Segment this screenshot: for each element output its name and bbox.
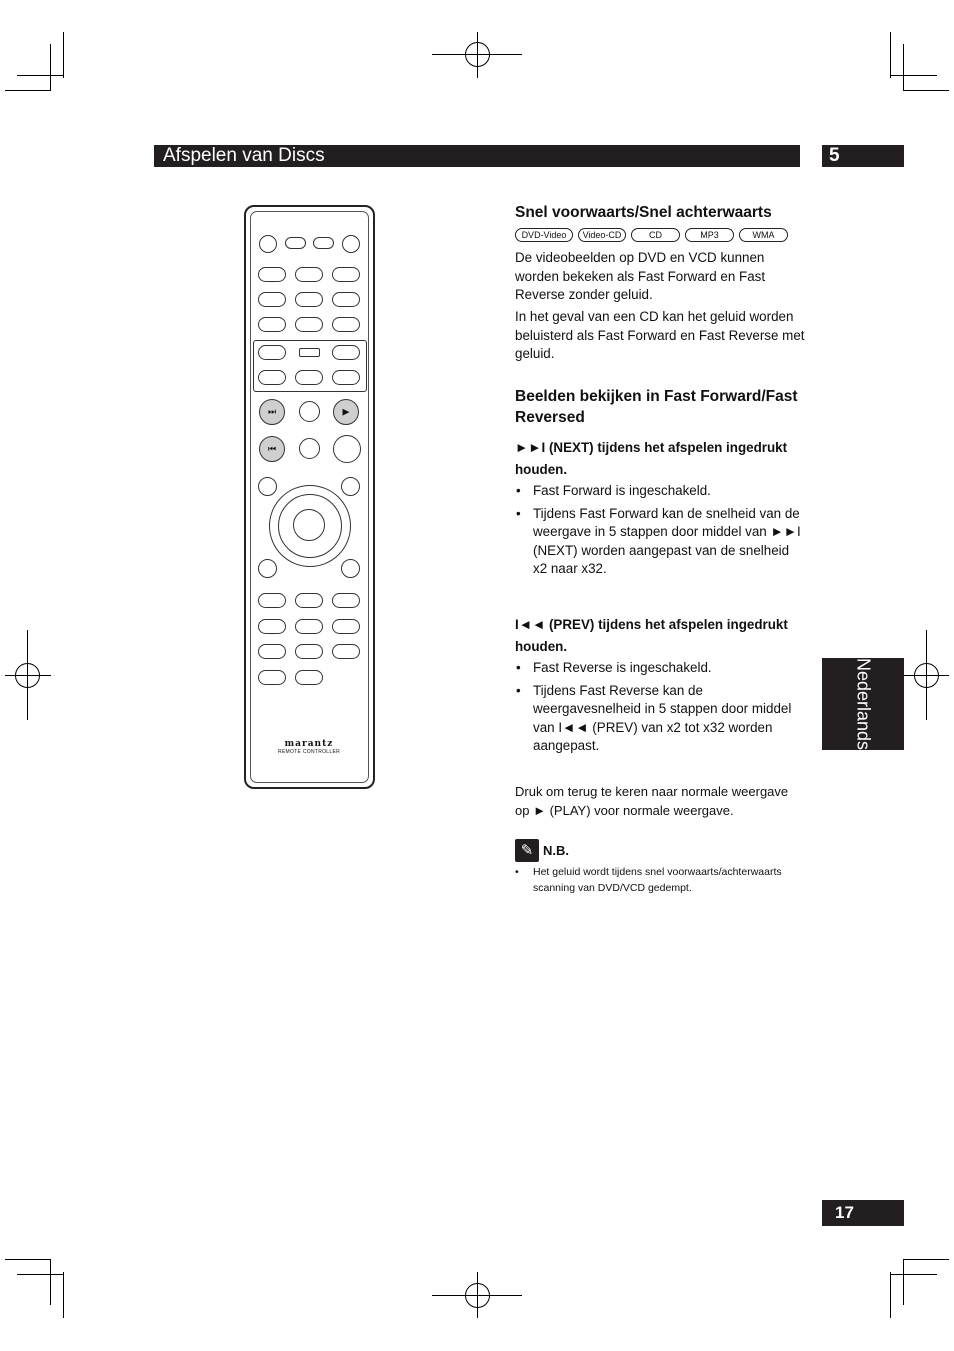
- language-tab-label: Nederlands: [853, 657, 874, 751]
- section-heading: Snel voorwaarts/Snel achterwaarts: [515, 204, 772, 221]
- next-glyph: ►►I: [515, 440, 546, 455]
- return-text: (PLAY) voor normale weergave.: [549, 802, 734, 818]
- remote-button: [295, 593, 323, 608]
- remote-button: [259, 235, 277, 253]
- play-icon: ▶: [342, 406, 350, 417]
- remote-button: [299, 438, 320, 459]
- disc-tag: DVD-Video: [515, 228, 573, 242]
- disc-tag: CD: [631, 228, 680, 242]
- return-paragraph: [515, 783, 805, 820]
- remote-button: [295, 670, 323, 685]
- remote-button: [258, 292, 286, 307]
- remote-button: [258, 670, 286, 685]
- dpad-enter: [293, 509, 325, 541]
- remote-button: [258, 345, 286, 360]
- play-button-highlight: [333, 399, 359, 425]
- bullet-text: (PREV) van x2 tot x32 worden aangepast.: [533, 719, 773, 753]
- intro-paragraph-2: In het geval van een CD kan het geluid worden beluisterd als Fast Forward en Fast Reverse met geluid.: [515, 309, 805, 361]
- bullet-dot: •: [515, 866, 519, 878]
- brand-logo: marantz: [284, 739, 334, 749]
- step-prev-bullets: [515, 659, 805, 760]
- remote-button: [332, 370, 360, 385]
- remote-button: [258, 317, 286, 332]
- section-header: [154, 145, 800, 167]
- return-text: Druk om terug te keren naar normale weergave op: [515, 784, 789, 818]
- remote-button: [285, 237, 306, 249]
- subsection-heading: Beelden bekijken in Fast Forward/Fast Reversed: [515, 388, 798, 426]
- remote-button: [332, 593, 360, 608]
- remote-button: [295, 370, 323, 385]
- disc-tag: Video-CD: [578, 228, 626, 242]
- remote-button: [299, 401, 320, 422]
- remote-button: [332, 345, 360, 360]
- step-prev-text: (PREV) tijdens het afspelen ingedrukt houden.: [515, 617, 788, 654]
- next-glyph: ►►I: [770, 524, 801, 539]
- remote-subtitle: REMOTE CONTROLLER: [277, 749, 341, 755]
- remote-button: [258, 559, 277, 578]
- remote-button: [295, 267, 323, 282]
- remote-button: [258, 593, 286, 608]
- remote-button: [295, 619, 323, 634]
- remote-button: [313, 237, 334, 249]
- remote-button: [258, 619, 286, 634]
- note-icon: ✎: [515, 839, 539, 862]
- note-title: N.B.: [543, 843, 569, 858]
- remote-button: [332, 644, 360, 659]
- remote-button: [295, 317, 323, 332]
- disc-tag: WMA: [739, 228, 788, 242]
- remote-button: [295, 292, 323, 307]
- next-icon: ⏭: [267, 406, 277, 417]
- remote-button: [258, 477, 277, 496]
- bullet-item: [515, 505, 805, 579]
- remote-button: [341, 559, 360, 578]
- remote-button: [341, 477, 360, 496]
- prev-glyph: I◄◄: [558, 719, 589, 735]
- bullet-item: • Fast Forward is ingeschakeld.: [515, 482, 805, 501]
- intro-paragraph-1: De videobeelden op DVD en VCD kunnen worden bekeken als Fast Forward en Fast Reverse zonder geluid.: [515, 250, 766, 302]
- play-glyph: ►: [533, 802, 546, 818]
- page-title: Afspelen van Discs: [163, 145, 325, 166]
- remote-button: [333, 435, 361, 463]
- remote-button: [332, 267, 360, 282]
- remote-button: [332, 292, 360, 307]
- chapter-number: 5: [822, 145, 904, 167]
- remote-button: [342, 235, 360, 253]
- note-body: [515, 864, 805, 896]
- step-next: [515, 437, 805, 481]
- disc-type-tags: [515, 228, 788, 242]
- next-button-highlight: [259, 399, 285, 425]
- bullet-text: (NEXT) worden aangepast van de snelheid x2 naar x32.: [533, 542, 790, 576]
- prev-glyph: I◄◄: [515, 617, 546, 632]
- bullet-text: Tijdens Fast Forward kan de snelheid van de weergave in 5 stappen door middel van: [533, 505, 800, 539]
- prev-icon: ⏮: [267, 443, 277, 454]
- step-next-text: (NEXT) tijdens het afspelen ingedrukt houden.: [515, 440, 788, 477]
- remote-button: [299, 348, 320, 357]
- bullet-item: • Fast Reverse is ingeschakeld.: [515, 659, 805, 678]
- remote-button: [332, 619, 360, 634]
- remote-button: [258, 644, 286, 659]
- remote-button: [295, 644, 323, 659]
- disc-tag: MP3: [685, 228, 734, 242]
- step-next-bullets: [515, 482, 805, 583]
- remote-button: [258, 267, 286, 282]
- note-text: Het geluid wordt tijdens snel voorwaarts/achterwaarts scanning van DVD/VCD gedempt.: [533, 866, 782, 894]
- page-number: 17: [822, 1200, 904, 1226]
- remote-button: [258, 370, 286, 385]
- bullet-item: [515, 682, 805, 756]
- bullet-text: Tijdens Fast Reverse kan de weergavesnelheid in 5 stappen door middel van: [533, 682, 792, 735]
- prev-button-highlight: [259, 436, 285, 462]
- language-tab: [822, 658, 904, 750]
- remote-button: [332, 317, 360, 332]
- step-prev: [515, 614, 805, 658]
